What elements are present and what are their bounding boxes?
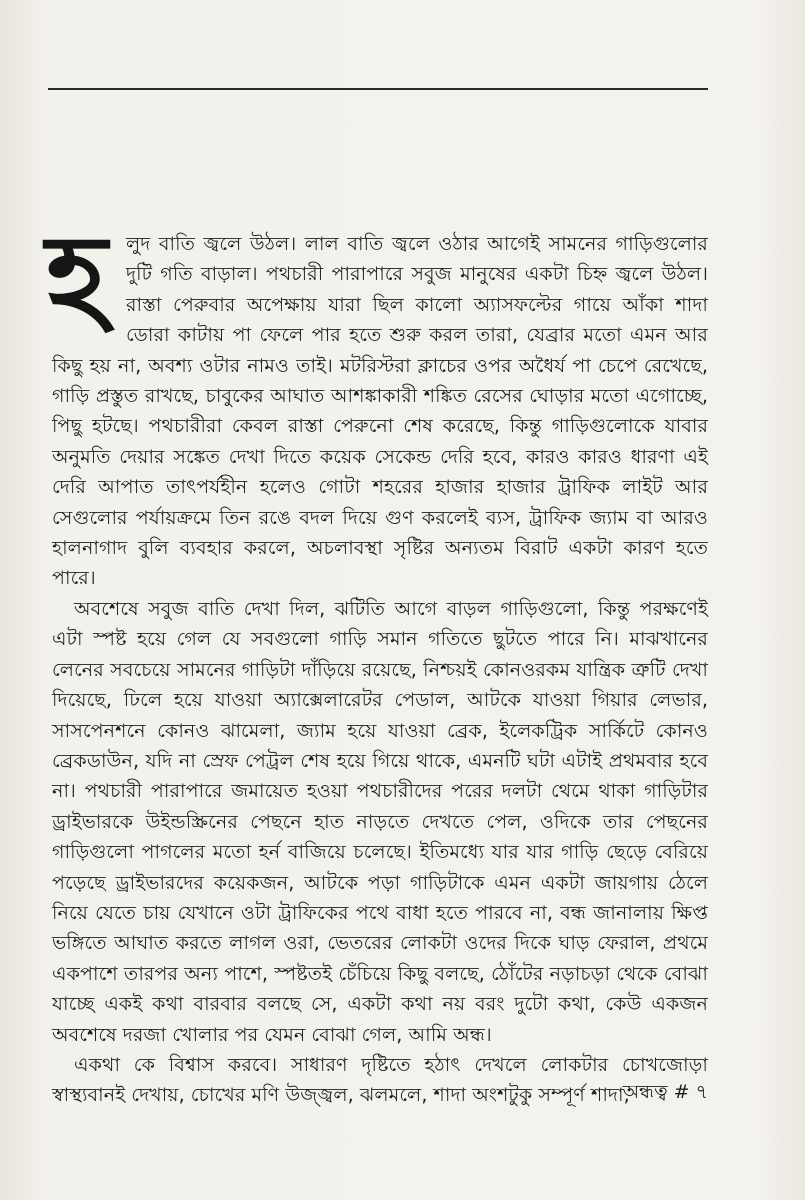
paragraph-1 [46, 209, 708, 594]
paragraph-1-text: লুদ বাতি জ্বলে উঠল। লাল বাতি জ্বলে ওঠার আগেই সামনের গাড়িগুলোর দুটি গতি বাড়াল। পথচারী পারাপারে সবুজ মানুষের একটা চিহ্ন জ্বলে উঠল। রাস্তা পেরুবার অপেক্ষায় যারা ছিল কালো অ্যাসফল্টের গায়ে আঁকা শাদা ডোরা কাটায় পা ফেলে পার হতে শুরু করল তারা, যেব্রার মতো এমন আর কিছু হয় না, অবশ্য ওটার নামও তাই। মটরিস্টরা ক্লাচের ওপর অধৈর্য পা চেপে রেখেছে, গাড়ি প্রস্তুত রাখছে, চাবুকের আঘাত আশঙ্কাকারী শঙ্কিত রেসের ঘোড়ার মতো এগোচ্ছে, পিছু হটছে। পথচারীরা কেবল রাস্তা পেরুনো শেষ করেছে, কিন্তু গাড়িগুলোকে যাবার অনুমতি দেয়ার সঙ্কেত দেখা দিতে কয়েক সেকেন্ড দেরি হবে, কারও কারও ধারণা এই দেরি আপাত তাৎপর্যহীন হলেও গোটা শহরের হাজার হাজার ট্রাফিক লাইট আর সেগুলোর পর্যায়ক্রমে তিন রঙে বদল দিয়ে গুণ করলেই ব্যস, ট্রাফিক জ্যাম বা আরও হালনাগাদ বুলি ব্যবহার করলে, অচলাবস্থা সৃষ্টির অন্যতম বিরাট একটা কারণ হতে পারে। [52, 232, 708, 590]
page-footer [623, 1078, 708, 1110]
drop-cap: হ [46, 209, 107, 345]
page-number: # ৭ [673, 1081, 708, 1103]
paragraph-2: অবশেষে সবুজ বাতি দেখা দিল, ঝটিতি আগে বাড়ল গাড়িগুলো, কিন্তু পরক্ষণেই এটা স্পষ্ট হয়ে গেল যে সবগুলো গাড়ি সমান গতিতে ছুটতে পারে নি। মাঝখানের লেনের সবচেয়ে সামনের গাড়িটা দাঁড়িয়ে রয়েছে, নিশ্চয়ই কোনওরকম যান্ত্রিক ত্রুটি দেখা দিয়েছে, ঢিলে হয়ে যাওয়া অ্যাক্সেলারেটর পেডাল, আটকে যাওয়া গিয়ার লেভার, সাসপেনশনে কোনও ঝামেলা, জ্যাম হয়ে যাওয়া ব্রেক, ইলেকট্রিক সার্কিটে কোনও ব্রেকডাউন, যদি না স্রেফ পেট্রল শেষ হয়ে গিয়ে থাকে, এমনটি ঘটা এটাই প্রথমবার হবে না। পথচারী পারাপারে জমায়েত হওয়া পথচারীদের পরের দলটা থেমে থাকা গাড়িটার ড্রাইভারকে উইন্ডস্ক্রিনের পেছনে হাত নাড়তে দেখতে পেল, ওদিকে তার পেছনের গাড়িগুলো পাগলের মতো হর্ন বাজিয়ে চলেছে। ইতিমধ্যে যার যার গাড়ি ছেড়ে বেরিয়ে পড়েছে ড্রাইভারদের কয়েকজন, আটকে পড়া গাড়িটাকে এমন একটা জায়গায় ঠেলে নিয়ে যেতে চায় যেখানে ওটা ট্রাফিকের পথে বাধা হতে পারবে না, বন্ধ জানালায় ক্ষিপ্ত ভঙ্গিতে আঘাত করতে লাগল ওরা, ভেতরের লোকটা ওদের দিকে ঘাড় ফেরাল, প্রথমে একপাশে তারপর অন্য পাশে, স্পষ্টতই চেঁচিয়ে কিছু বলছে, ঠোঁটের নড়াচড়া থেকে বোঝা যাচ্ছে একই কথা বারবার বলছে সে, একটা কথা নয় বরং দুটো কথা, কেউ একজন অবশেষে দরজা খোলার পর যেমন বোঝা গেল, আমি অন্ধ। [52, 596, 708, 1046]
bleed-through-text [48, 96, 708, 226]
paragraph-3: একথা কে বিশ্বাস করবে। সাধারণ দৃষ্টিতে হঠাৎ দেখলে লোকটার চোখজোড়া স্বাস্থ্যবানই দেখায়, চোখের মণি উজ্জ্বল, ঝলমলে, শাদা অংশটুকু সম্পূর্ণ শাদা, [52, 1052, 708, 1107]
body-text [46, 209, 708, 1111]
running-title: অন্ধত্ব [622, 1081, 668, 1103]
header-rule [48, 88, 708, 90]
